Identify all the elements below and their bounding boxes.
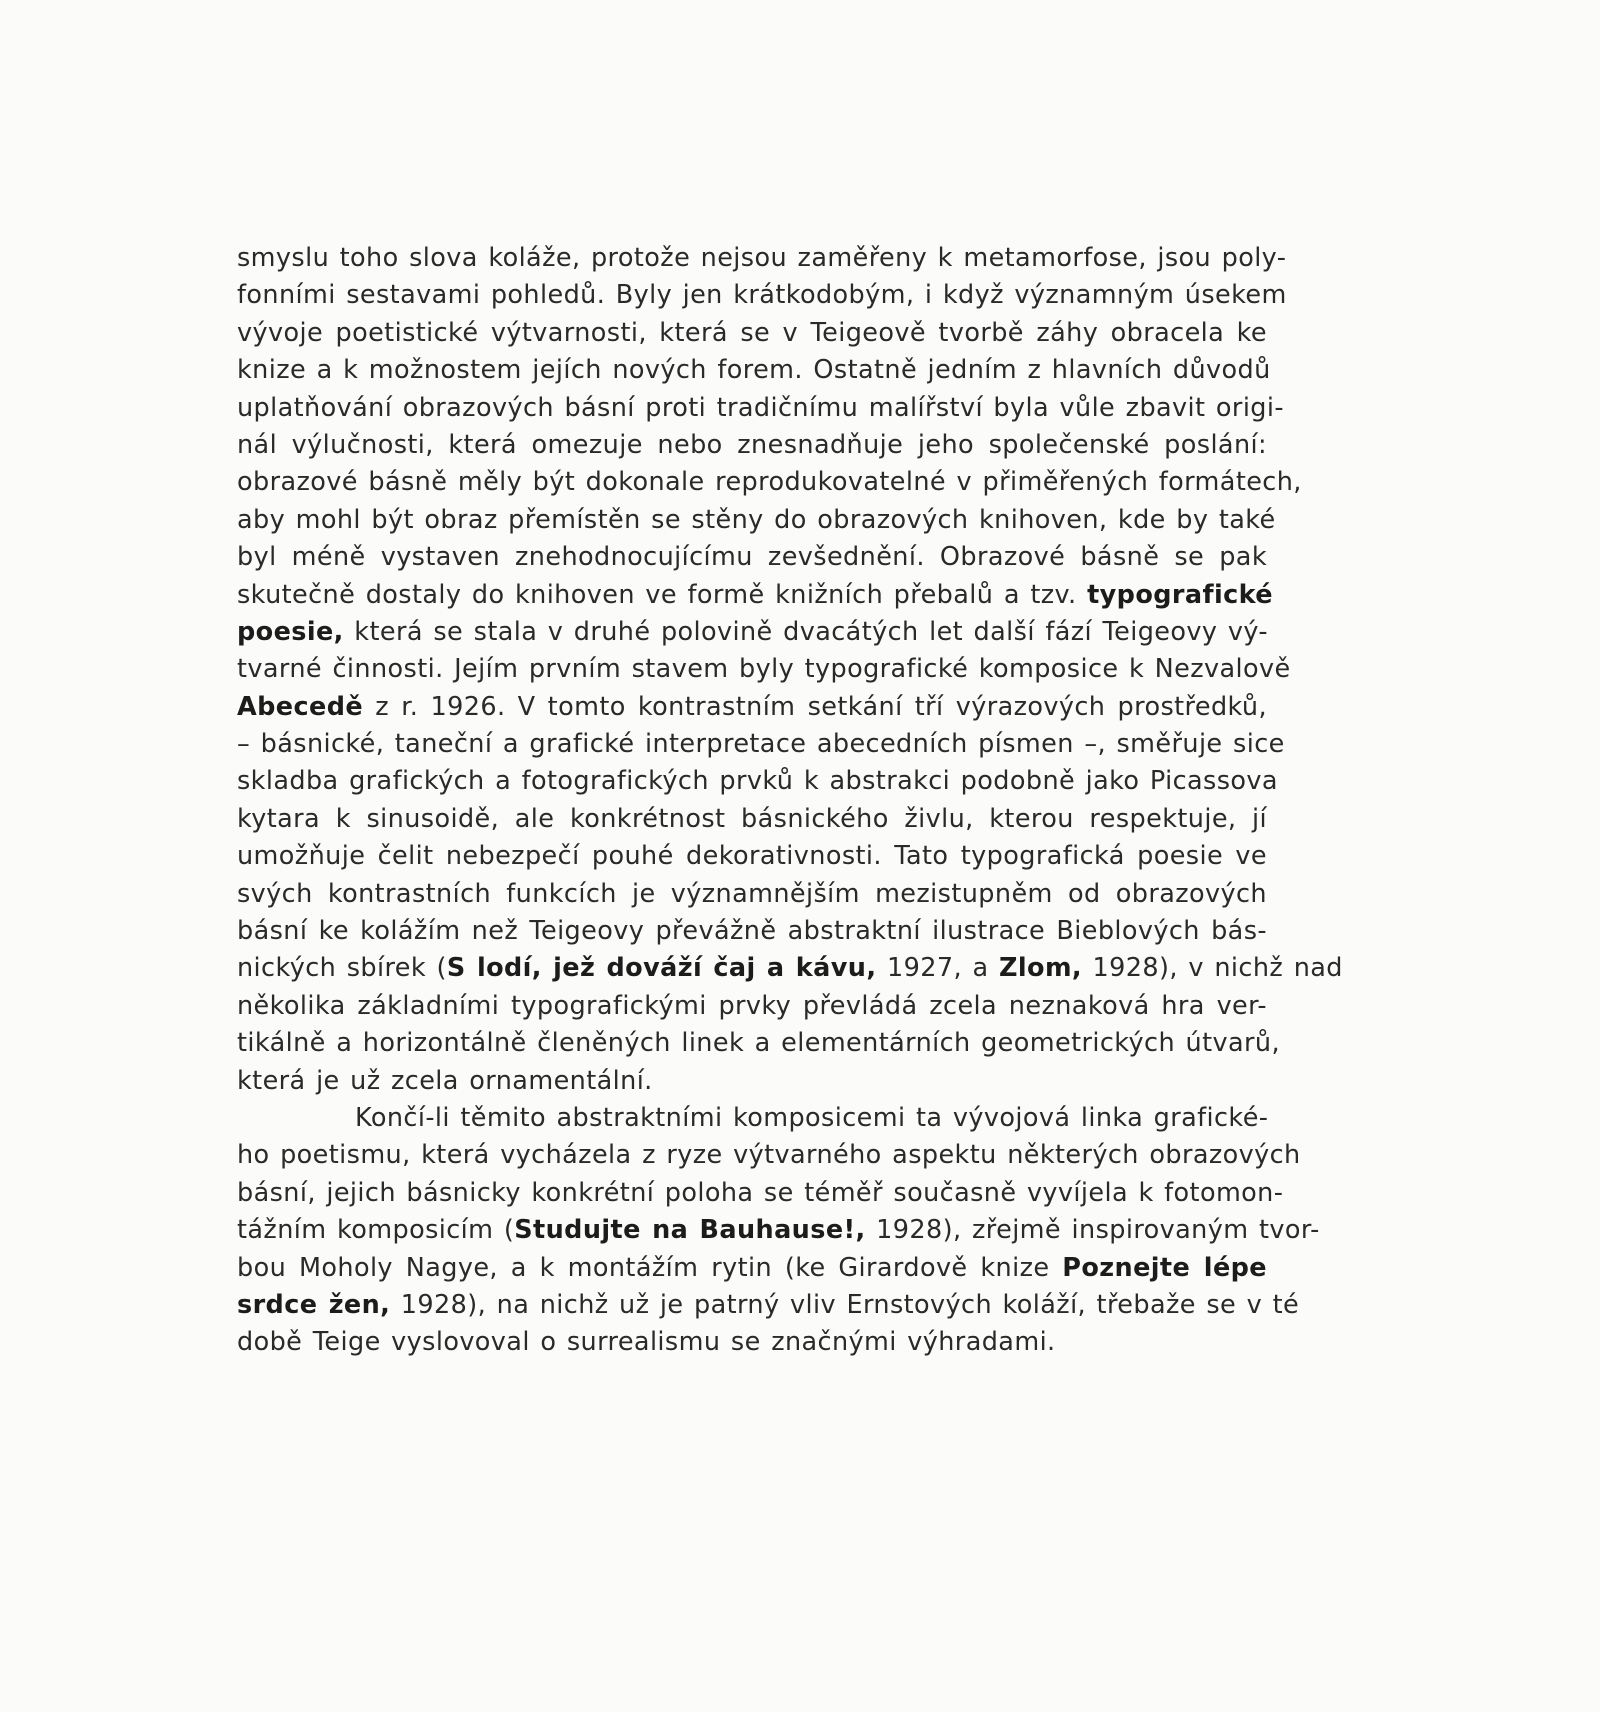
text-run: 1927, a [876,953,999,984]
text-line [237,1212,1320,1249]
bold-title: typografické [1087,579,1274,610]
text-run: svých kontrastních funkcích je významnějším mezistupněm od obrazových [237,878,1267,909]
text-line [237,577,1274,614]
text-line [237,277,1287,314]
bold-title: Abecedě [237,691,364,722]
text-run: ho poetismu, která vycházela z ryze výtvarného aspektu některých obrazových [237,1140,1301,1171]
text-run: fonními sestavami pohledů. Byly jen krátkodobým, i když významným úsekem [237,280,1287,311]
text-run: skladba grafických a fotografických prvků k abstrakci podobně jako Picassova [237,766,1278,797]
text-run: tikálně a horizontálně členěných linek a elementárních geometrických útvarů, [237,1028,1280,1059]
text-line [237,614,1267,651]
text-line [237,1100,1267,1137]
paragraph [237,240,1343,1100]
text-run: – básnické, taneční a grafické interpretace abecedních písmen –, směřuje sice [237,729,1285,760]
text-line [237,1063,1267,1100]
text-line [237,502,1276,539]
text-run: smyslu toho slova koláže, protože nejsou zaměřeny k metamorfose, jsou poly- [237,243,1287,273]
text-run: několika základními typografickými prvky převládá zcela neznaková hra ver- [237,990,1267,1021]
text-line [237,1175,1284,1212]
text-run: 1928), na nichž už je patrný vliv Ernstových koláží, třebaže se v té [390,1289,1300,1320]
text-run: nál výlučnosti, která omezuje nebo znesnadňuje jeho společenské poslání: [237,429,1267,460]
text-run: Končí-li těmito abstraktními komposicemi ta vývojová linka grafické- [355,1102,1269,1133]
text-line [237,1250,1267,1287]
text-run: aby mohl být obraz přemístěn se stěny do obrazových knihoven, kde by také [237,504,1276,535]
text-run: době Teige vyslovoval o surrealismu se značnými výhradami. [237,1327,1056,1358]
text-line [237,1287,1300,1324]
text-run: která se stala v druhé polovině dvacátých let další fází Teigeovy vý- [343,616,1269,647]
text-run: která je už zcela ornamentální. [237,1065,653,1096]
text-run: byl méně vystaven znehodnocujícímu zevšednění. Obrazové básně se pak [237,542,1267,573]
text-run: nických sbírek ( [237,953,447,984]
text-run: uplatňování obrazových básní proti tradičnímu malířství byla vůle zbavit origi- [237,392,1284,423]
text-line [237,838,1267,875]
text-line [237,689,1267,726]
text-run: tážním komposicím ( [237,1215,515,1246]
text-line [237,464,1302,501]
text-run: básní ke kolážím než Teigeovy převážně abstraktní ilustrace Bieblových bás- [237,916,1267,947]
text-run: tvarné činnosti. Jejím prvním stavem byly typografické komposice k Nezvalově [237,654,1291,685]
bold-title: S lodí, jež dováží čaj a kávu, [446,953,877,984]
text-run: umožňuje čelit nebezpečí pouhé dekorativnosti. Tato typografická poesie ve [237,841,1267,872]
text-line [237,240,1287,277]
text-line [237,315,1267,352]
text-line [237,726,1285,763]
paragraph [237,1100,1320,1362]
text-run: 1928), zřejmě inspirovaným tvor- [865,1215,1320,1246]
text-run: knize a k možnostem jejích nových forem. Ostatně jedním z hlavních důvodů [237,355,1271,386]
text-run: vývoje poetistické výtvarnosti, která se v Teigeově tvorbě záhy obracela ke [237,317,1267,348]
text-line [237,801,1267,838]
text-line [237,876,1267,913]
text-line [237,1137,1301,1174]
text-line [237,352,1271,389]
text-line [237,651,1291,688]
text-run: 1928), v nichž nad [1082,953,1343,984]
text-line [237,950,1343,987]
text-line [237,988,1267,1025]
text-run: kytara k sinusoidě, ale konkrétnost básnického živlu, kterou respektuje, jí [237,803,1267,834]
text-line [237,427,1267,464]
bold-title: Poznejte lépe [1062,1252,1267,1283]
text-line [237,1324,1267,1361]
bold-title: srdce žen, [237,1289,391,1320]
text-line [237,390,1284,427]
text-run: básní, jejich básnicky konkrétní poloha se téměř současně vyvíjela k fotomon- [237,1177,1284,1208]
bold-title: Studujte na Bauhause!, [514,1215,866,1246]
bold-title: Zlom, [999,953,1083,984]
text-run: obrazové básně měly být dokonale reprodukovatelné v přiměřených formátech, [237,467,1302,498]
text-line [237,1025,1280,1062]
text-run: bou Moholy Nagye, a k montážím rytin (ke Girardově knize [237,1252,1063,1283]
body-text [237,240,1343,1362]
text-line [237,763,1278,800]
text-line [237,539,1267,576]
text-run: skutečně dostaly do knihoven ve formě knižních přebalů a tzv. [237,579,1088,610]
bold-title: poesie, [237,616,344,647]
text-run: z r. 1926. V tomto kontrastním setkání tří výrazových prostředků, [363,691,1267,722]
text-line [237,913,1267,950]
